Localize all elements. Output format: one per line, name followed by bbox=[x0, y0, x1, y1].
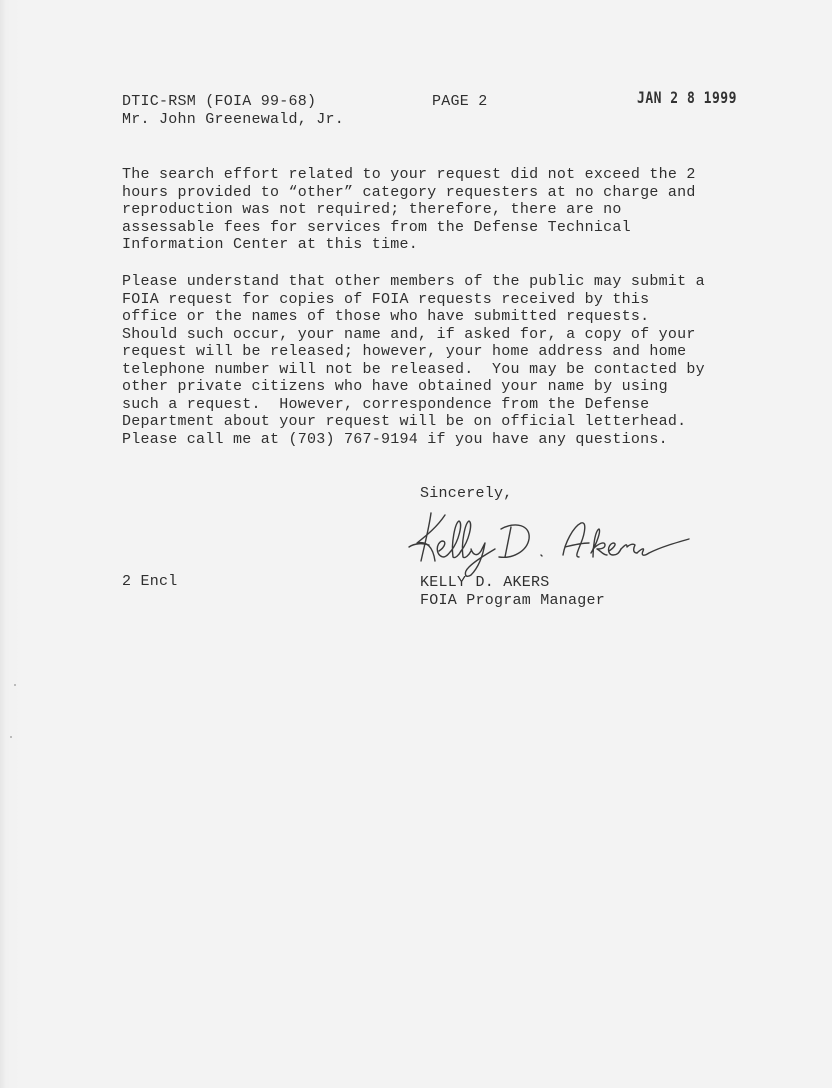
body-paragraph-2: Please understand that other members of the public may submit a FOIA request for copies of FOIA requests received by this office or the names of those who have submitted requests. Should such occur, your name and, if asked for, a copy of your request will be released; however, your home address and home telephone number will not be released. You may be contacted by other private citizens who have obtained your name by using such a request. However, correspondence from the Defense Department about your request will be on official letterhead. Please call me at (703) 767-9194 if you have any questions. bbox=[122, 273, 705, 448]
scan-speck bbox=[10, 736, 12, 738]
reference-number: DTIC-RSM (FOIA 99-68) bbox=[122, 93, 317, 110]
page-number: PAGE 2 bbox=[432, 93, 488, 110]
signer-title: FOIA Program Manager bbox=[420, 592, 606, 609]
body-paragraph-1: The search effort related to your request did not exceed the 2 hours provided to “other” category requesters at no charge and reproduction was not required; therefore, there are no assessable fees for services from the Defense Technical Information Center at this time. bbox=[122, 166, 696, 253]
scan-speck bbox=[14, 684, 16, 686]
enclosure-note: 2 Encl bbox=[122, 573, 178, 590]
recipient-name: Mr. John Greenewald, Jr. bbox=[122, 111, 345, 128]
closing-salutation: Sincerely, bbox=[420, 485, 513, 502]
signer-name: KELLY D. AKERS bbox=[420, 574, 550, 591]
date-stamp: JAN 2 8 1999 bbox=[637, 89, 737, 108]
